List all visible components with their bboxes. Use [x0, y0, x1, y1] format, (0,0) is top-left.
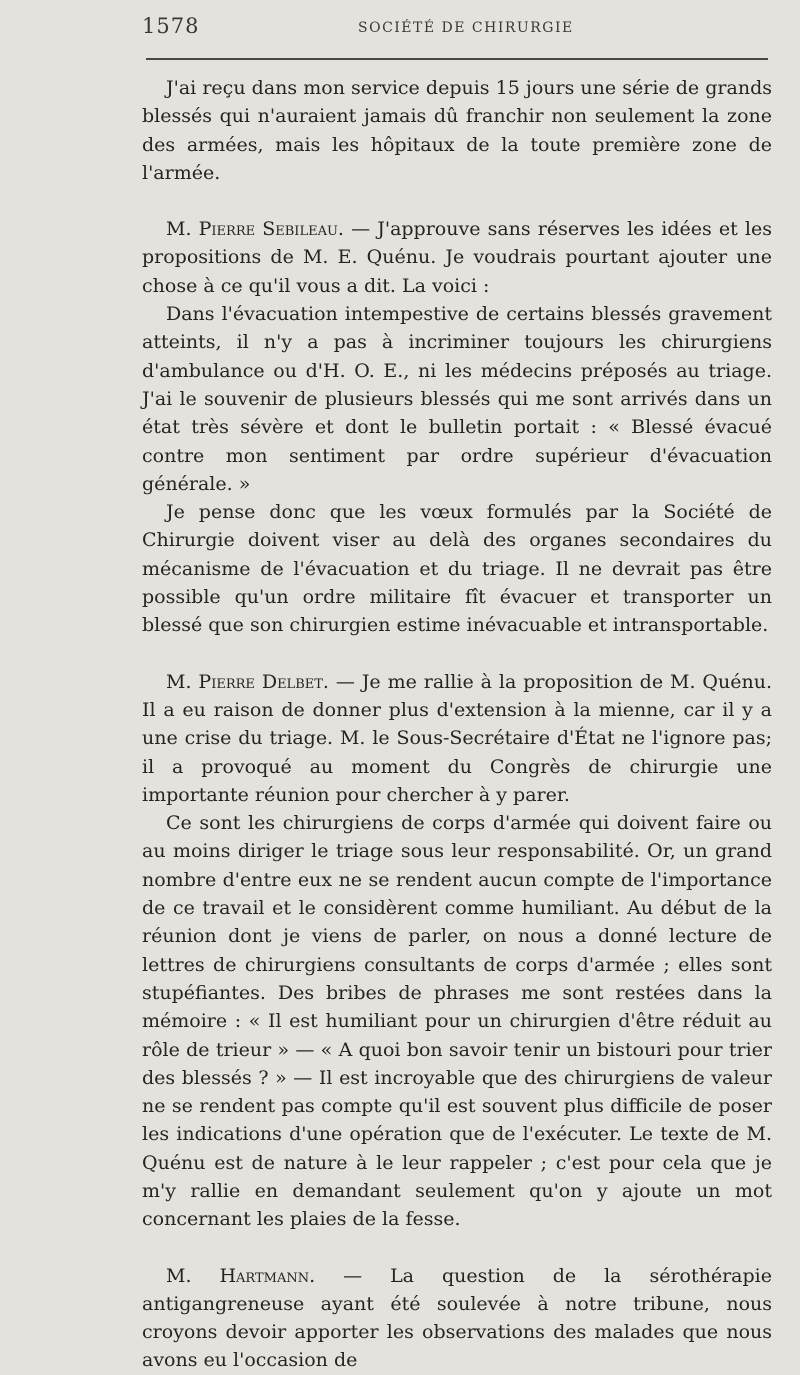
paragraph-text: Je pense donc que les vœux formulés par la Société de Chirurgie doivent viser au delà des organes secondaires du mécanisme de l'évacuation et du triage. Il ne devrait pas être possible qu'un ordre militaire fît évacuer et transporter un blessé que son chirurgien estime inévacuable et intransportable. [142, 501, 772, 637]
page-number: 1578 [142, 14, 200, 38]
paragraph-text: Ce sont les chirurgiens de corps d'armée qui doivent faire ou au moins diriger le triage sous leur responsabilité. Or, un grand nombre d'entre eux ne se rendent aucun compte de l'importance de ce travail et le considèrent comme humiliant. Au début de la réunion dont je viens de parler, on nous a donné lecture de lettres de chirurgiens consultants de corps d'armée ; elles sont stupéfiantes. Des bribes de phrases me sont restées dans la mémoire : « Il est humiliant pour un chirurgien d'être réduit au rôle de trieur » — « A quoi bon savoir tenir un bistouri pour trier des blessés ? » — Il est incroyable que des chirurgiens de valeur ne se rendent pas compte qu'il est souvent plus difficile de poser les indications d'une opération que de l'exécuter. Le texte de M. Quénu est de nature à le leur rappeler ; c'est pour cela que je m'y rallie en demandant seulement qu'on y ajoute un mot concernant les plaies de la fesse. [142, 812, 772, 1231]
speaker-name: M. Hartmann. [166, 1264, 316, 1287]
paragraph-sebileau [142, 215, 772, 300]
paragraph-text: Dans l'évacuation intempestive de certains blessés gravement atteints, il n'y a pas à incriminer toujours les chirurgiens d'ambulance ou d'H. O. E., ni les médecins préposés au triage. J'ai le souvenir de plusieurs blessés qui me sont arrivés dans un état très sévère et dont le bulletin portait : « Blessé évacué contre mon sentiment par ordre supérieur d'évacuation générale. » [142, 303, 772, 495]
paragraph-6 [142, 809, 772, 1233]
paragraph-text: J'ai reçu dans mon service depuis 15 jours une série de grands blessés qui n'auraient jamais dû franchir non seulement la zone des armées, mais les hôpitaux de la toute première zone de l'armée. [142, 77, 772, 184]
paragraph-text: — Je me rallie à la proposition de M. Quénu. Il a eu raison de donner plus d'extension à la mienne, car il y a une crise du triage. M. le Sous-Secrétaire d'État ne l'ignore pas; il a provoqué au moment du Congrès de chirurgie une importante réunion pour chercher à y parer. [142, 670, 772, 806]
speaker-name: M. Pierre Sebileau. [166, 218, 344, 241]
speaker-name: M. Pierre Delbet. [166, 670, 329, 693]
running-title: SOCIÉTÉ DE CHIRURGIE [358, 20, 574, 36]
paragraph-1 [142, 74, 772, 187]
paragraph-hartmann [142, 1262, 772, 1375]
paragraph-3 [142, 300, 772, 498]
paragraph-4 [142, 498, 772, 639]
paragraph-text: — J'approuve sans réserves les idées et les propositions de M. E. Quénu. Je voudrais pourtant ajouter une chose à ce qu'il vous a dit. La voici : [142, 218, 772, 297]
body-text [142, 74, 772, 1375]
paragraph-delbet [142, 668, 772, 809]
paragraph-text: — La question de la sérothérapie antigangreneuse ayant été soulevée à notre tribune, nous croyons devoir apporter les observations des malades que nous avons eu l'occasion de [142, 1264, 772, 1372]
header-rule [146, 58, 768, 60]
